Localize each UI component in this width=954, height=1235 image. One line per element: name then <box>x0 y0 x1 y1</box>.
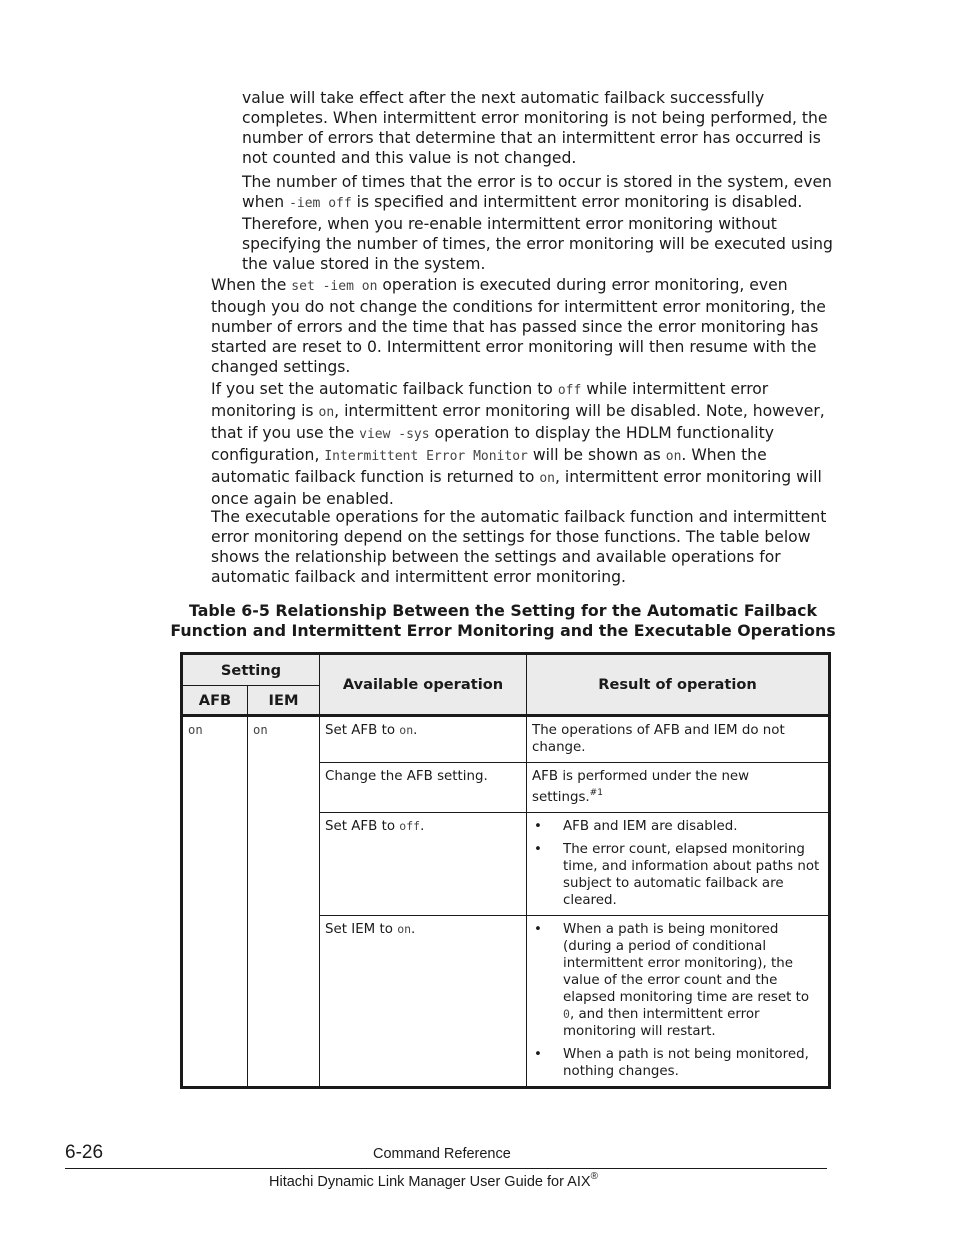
body-paragraph: The number of times that the error is to occur is stored in the system, even when -iem off is specified and intermittent error monitoring is disabled. Therefore, when you re-enable intermittent error monitoring without specifying the number of times, the error monitoring will be executed using the value stored in the system. <box>242 173 833 273</box>
operation-cell: Change the AFB setting. <box>320 763 527 813</box>
iem-value: on <box>248 716 320 1088</box>
header-afb: AFB <box>182 686 248 716</box>
result-cell <box>527 916 830 1088</box>
header-available-operation: Available operation <box>320 654 527 716</box>
bullet-item: • The error count, elapsed monitoring time, and information about paths not subject to automatic failback are cleared. <box>534 842 820 908</box>
body-paragraph: If you set the automatic failback function to off while intermittent error monitoring is on, intermittent error monitoring will be disabled. Note, however, that if you use the view -sys operation to display the HDLM functionality configuration, Intermittent Error Monitor will be shown as on. When the automatic failback function is returned to on, intermittent error monitoring will once again be enabled. <box>211 380 825 508</box>
afb-value: on <box>182 716 248 1088</box>
header-iem: IEM <box>248 686 320 716</box>
bullet-item: • When a path is being monitored (during a period of conditional intermittent error monitoring), the value of the error count and the elapsed monitoring time are reset to 0, and then intermittent error monitoring will restart. <box>534 922 810 1039</box>
operation-cell: Set AFB to on. <box>320 716 527 763</box>
bullet-item: • When a path is not being monitored, nothing changes. <box>534 1047 809 1079</box>
table-row <box>182 716 830 763</box>
header-result-of-operation: Result of operation <box>527 654 830 716</box>
footer-section-title: Command Reference <box>373 1146 511 1162</box>
footer-guide-title: Hitachi Dynamic Link Manager User Guide for AIX® <box>269 1171 598 1190</box>
body-paragraph: The executable operations for the automatic failback function and intermittent error monitoring depend on the settings for those functions. The table below shows the relationship between the settings and available operations for automatic failback and intermittent error monitoring. <box>211 508 827 586</box>
body-paragraph: value will take effect after the next automatic failback successfully completes. When intermittent error monitoring is not being performed, the number of errors that determine that an intermittent error has occurred is not counted and this value is not changed. <box>242 89 828 167</box>
inline-code: -iem off <box>289 196 352 211</box>
result-cell: The operations of AFB and IEM do not change. <box>527 716 830 763</box>
result-cell: AFB is performed under the new settings.$^{\#1}$ <box>527 763 830 813</box>
footer-divider <box>65 1168 827 1169</box>
result-cell <box>527 813 830 916</box>
operation-cell: Set IEM to on. <box>320 916 527 1088</box>
bullet-item: • AFB and IEM are disabled. <box>534 819 738 834</box>
body-paragraph: When the set -iem on operation is executed during error monitoring, even though you do not change the conditions for intermittent error monitoring, the number of errors and the time that has passed since the error monitoring has started are reset to 0. Intermittent error monitoring will then resume with the changed settings. <box>211 276 826 376</box>
page-number: 6-26 <box>65 1142 104 1163</box>
table-caption: Table 6-5 Relationship Between the Setting for the Automatic Failback Function and Intermittent Error Monitoring and the Executable Operations <box>170 601 836 640</box>
inline-code: set -iem on <box>291 279 378 294</box>
header-setting: Setting <box>182 654 320 686</box>
relationship-table <box>180 652 831 1089</box>
operation-cell: Set AFB to off. <box>320 813 527 916</box>
